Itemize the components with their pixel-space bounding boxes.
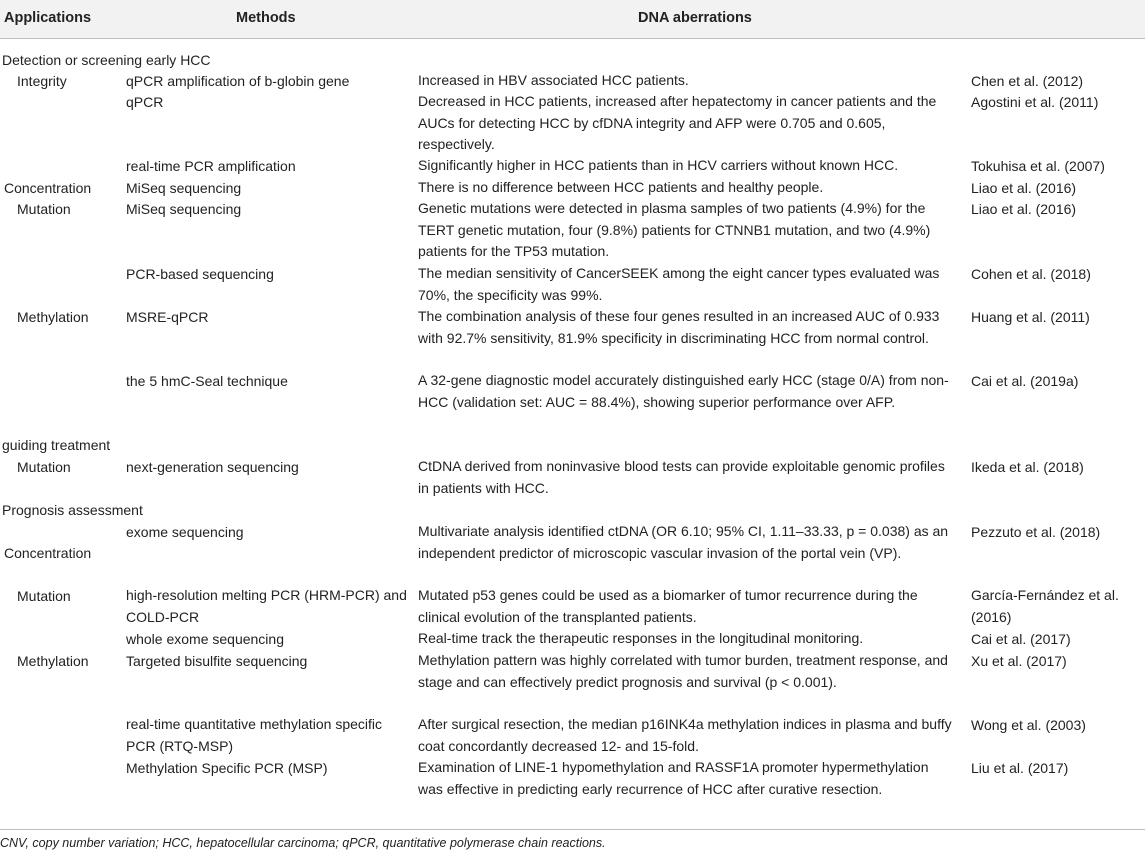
row-aberration: Decreased in HCC patients, increased after hepatectomy in cancer patients and the AUCs for detecting HCC by cfDNA integrity and AFP were 0.705 and 0.605, respectively. (418, 93, 937, 152)
row-aberration: Mutated p53 genes could be used as a biomarker of tumor recurrence during the clinical evolution of the transplanted patients. (418, 587, 918, 625)
row-method: real-time quantitative methylation specific PCR (RTQ-MSP) (126, 716, 383, 754)
row-method: qPCR amplification of b-globin gene (126, 73, 350, 89)
row-app: Mutation (17, 201, 71, 217)
row-aberration: After surgical resection, the median p16INK4a methylation indices in plasma and buffy coat concordantly decreased 12- and 15-fold. (418, 716, 952, 754)
row-method: real-time PCR amplification (126, 158, 296, 174)
row-reference: Huang et al. (2011) (971, 309, 1090, 325)
row-reference: Agostini et al. (2011) (971, 94, 1099, 110)
row-method: whole exome sequencing (126, 631, 284, 647)
row-method: Methylation Specific PCR (MSP) (126, 760, 328, 776)
row-aberration: The median sensitivity of CancerSEEK among the eight cancer types evaluated was 70%, the specificity was 99%. (418, 265, 940, 303)
row-reference: Cai et al. (2019a) (971, 373, 1079, 389)
row-aberration: Methylation pattern was highly correlated with tumor burden, treatment response, and stage and can effectively predict prognosis and survival (p < 0.001). (418, 652, 948, 690)
row-method: MiSeq sequencing (126, 201, 242, 217)
table-header (0, 0, 1145, 39)
row-aberration: Multivariate analysis identified ctDNA (OR 6.10; 95% CI, 1.11–33.33, p = 0.038) as an independent predictor of microscopic vascular invasion of the portal vein (VP). (418, 523, 949, 561)
row-reference: Liao et al. (2016) (971, 201, 1077, 217)
row-aberration: A 32-gene diagnostic model accurately distinguished early HCC (stage 0/A) from non-HCC (validation set: AUC = 88.4%), showing superior performance over AFP. (418, 372, 949, 410)
row-reference: Cohen et al. (2018) (971, 266, 1091, 282)
row-aberration: Increased in HBV associated HCC patients. (418, 72, 689, 88)
row-reference: Pezzuto et al. (2018) (971, 524, 1101, 540)
footer-divider (0, 829, 1145, 830)
row-app: Concentration (4, 545, 92, 561)
row-reference: García-Fernández et al. (2016) (971, 587, 1119, 625)
row-reference: Chen et al. (2012) (971, 73, 1084, 89)
row-app: Methylation (17, 309, 89, 325)
row-aberration: Examination of LINE-1 hypomethylation and RASSF1A promoter hypermethylation was effective in predicting early recurrence of HCC after curative resection. (418, 759, 929, 797)
row-reference: Liu et al. (2017) (971, 760, 1069, 776)
row-method: PCR-based sequencing (126, 266, 274, 282)
row-reference: Tokuhisa et al. (2007) (971, 158, 1105, 174)
row-app: Integrity (17, 73, 67, 89)
row-reference: Xu et al. (2017) (971, 653, 1067, 669)
row-reference: Ikeda et al. (2018) (971, 459, 1084, 475)
row-app: Methylation (17, 653, 89, 669)
row-method: qPCR (126, 94, 164, 110)
section-detection: Detection or screening early HCC (2, 52, 211, 68)
header-dna-aberrations: DNA aberrations (638, 10, 752, 26)
row-aberration: Significantly higher in HCC patients than in HCV carriers without known HCC. (418, 157, 899, 173)
row-aberration: Genetic mutations were detected in plasma samples of two patients (4.9%) for the TERT genetic mutation, four (9.8%) patients for CTNNB1 mutation, and two (4.9%) patients for the TP53 mutation. (418, 200, 931, 259)
row-aberration: CtDNA derived from noninvasive blood tests can provide exploitable genomic profiles in patients with HCC. (418, 458, 945, 496)
row-reference: Wong et al. (2003) (971, 717, 1086, 733)
row-reference: Liao et al. (2016) (971, 180, 1077, 196)
row-aberration: Real-time track the therapeutic responses in the longitudinal monitoring. (418, 630, 864, 646)
section-prognosis: Prognosis assessment (2, 502, 143, 518)
table-footnote: CNV, copy number variation; HCC, hepatocellular carcinoma; qPCR, quantitative polymerase chain reactions. (0, 836, 606, 850)
header-methods: Methods (236, 10, 296, 26)
section-treatment: guiding treatment (2, 437, 111, 453)
row-method: next-generation sequencing (126, 459, 299, 475)
row-aberration: There is no difference between HCC patients and healthy people. (418, 179, 824, 195)
row-method: MiSeq sequencing (126, 180, 242, 196)
row-method: exome sequencing (126, 524, 244, 540)
row-app: Mutation (17, 459, 71, 475)
row-method: the 5 hmC-Seal technique (126, 373, 288, 389)
row-method: high-resolution melting PCR (HRM-PCR) and COLD-PCR (126, 587, 407, 625)
header-applications: Applications (4, 10, 92, 26)
row-method: Targeted bisulfite sequencing (126, 653, 308, 669)
row-app: Mutation (17, 588, 71, 604)
row-reference: Cai et al. (2017) (971, 631, 1071, 647)
row-aberration: The combination analysis of these four genes resulted in an increased AUC of 0.933 with 92.7% sensitivity, 81.9% specificity in discriminating HCC from normal control. (418, 308, 940, 346)
row-method: MSRE-qPCR (126, 309, 209, 325)
row-app: Concentration (4, 180, 92, 196)
